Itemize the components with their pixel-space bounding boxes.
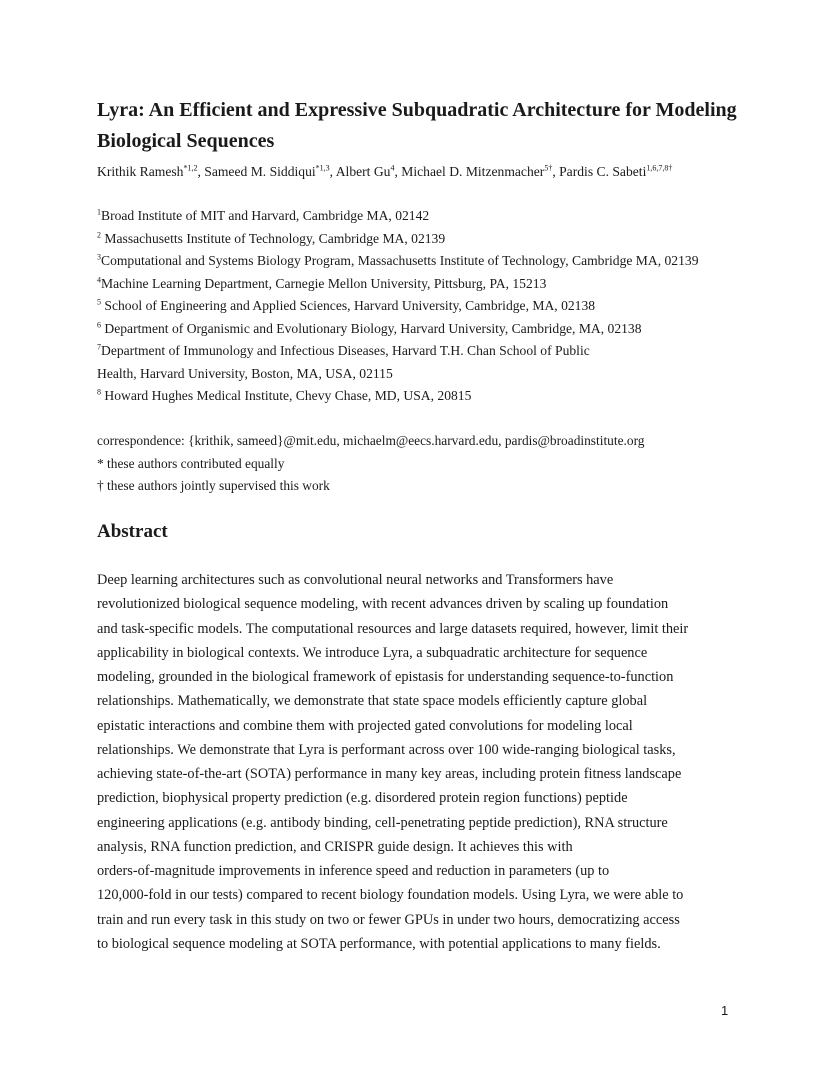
- affiliation-number: 1: [97, 207, 101, 217]
- author-list: Krithik Ramesh$^{*1,2}$, Sameed M. Siddiqui$^{*1,3}$, Albert Gu$^4$, Michael D. Mitzenmacher$^{5\dagger}$, Pardis C. Sabeti$^{1,6,7,8\dagger}$: [97, 163, 673, 179]
- affiliation-text: School of Engineering and Applied Sciences, Harvard University, Cambridge, MA, 02138: [104, 298, 596, 313]
- abstract-line: achieving state-of-the-art (SOTA) performance in many key areas, including protein fitness landscape: [97, 766, 682, 782]
- affiliation-item: [97, 318, 797, 341]
- author-name: Albert Gu: [335, 164, 391, 179]
- abstract-line: relationships. Mathematically, we demonstrate that state space models efficiently capture global: [97, 693, 648, 710]
- joint-supervision-note: † these authors jointly supervised this work: [97, 478, 330, 493]
- affiliation-number: 3: [97, 252, 101, 262]
- abstract-line: Deep learning architectures such as convolutional neural networks and Transformers have: [97, 572, 614, 588]
- affiliation-text: Machine Learning Department, Carnegie Mellon University, Pittsburg, PA, 15213: [101, 275, 547, 291]
- paper-title: Lyra: An Efficient and Expressive Subquadratic Architecture for Modeling Biological Sequences: [97, 99, 737, 152]
- abstract-line: 120,000-fold in our tests) compared to recent biology foundation models. Using Lyra, we were able to: [97, 887, 684, 904]
- affiliation-text: Department of Organismic and Evolutionary Biology, Harvard University, Cambridge, MA, 02138: [104, 320, 642, 336]
- affiliation-number: 7: [97, 342, 101, 352]
- author-affiliation-marker: 5†: [544, 163, 553, 173]
- affiliation-number: 5: [97, 297, 101, 307]
- affiliation-number: 8: [97, 387, 101, 397]
- abstract-line: relationships. We demonstrate that Lyra is performant across over 100 wide-ranging biological tasks,: [97, 741, 676, 758]
- author-notes: [97, 430, 797, 498]
- abstract-line: train and run every task in this study on two or fewer GPUs in under two hours, democratizing access: [97, 911, 680, 928]
- affiliation-text: Computational and Systems Biology Program, Massachusetts Institute of Technology, Cambridge MA, 02139: [101, 253, 699, 268]
- author-affiliation-marker: 1,6,7,8†: [646, 163, 673, 173]
- abstract-line: engineering applications (e.g. antibody binding, cell-penetrating peptide prediction), RNA structure: [97, 814, 668, 831]
- affiliation-text: Massachusetts Institute of Technology, Cambridge MA, 02139: [104, 230, 446, 246]
- affiliation-item: [97, 273, 797, 296]
- abstract-line: and task-specific models. The computational resources and large datasets required, however, limit their: [97, 620, 689, 637]
- abstract-line: applicability in biological contexts. We introduce Lyra, a subquadratic architecture for sequence: [97, 644, 648, 661]
- affiliation-number: 4: [97, 274, 101, 284]
- abstract-line: to biological sequence modeling at SOTA performance, with potential applications to many fields.: [97, 935, 661, 952]
- author-name: Pardis C. Sabeti: [559, 164, 647, 179]
- page-number: 1: [721, 1003, 729, 1018]
- affiliation-number: 6: [97, 319, 101, 329]
- abstract-line: modeling, grounded in the biological framework of epistasis for understanding sequence-to-function: [97, 669, 674, 685]
- abstract-line: revolutionized biological sequence modeling, with recent advances driven by scaling up foundation: [97, 596, 669, 613]
- abstract-line: epistatic interactions and combine them with projected gated convolutions for modeling local: [97, 717, 633, 734]
- affiliation-item: [97, 340, 797, 363]
- affiliation-item: [97, 205, 797, 228]
- abstract-line: orders-of-magnitude improvements in inference speed and reduction in parameters (up to: [97, 863, 610, 879]
- affiliation-list: [97, 205, 797, 408]
- affiliation-item: [97, 385, 797, 408]
- affiliation-text: Health, Harvard University, Boston, MA, USA, 02115: [97, 365, 393, 381]
- abstract-heading: Abstract: [97, 521, 168, 542]
- affiliation-text: Department of Immunology and Infectious Diseases, Harvard T.H. Chan School of Public: [101, 343, 590, 358]
- affiliation-text: Broad Institute of MIT and Harvard, Cambridge MA, 02142: [101, 208, 430, 223]
- author-affiliation-marker: 4: [390, 163, 395, 173]
- author-name: Sameed M. Siddiqui: [204, 164, 316, 179]
- affiliation-item: [97, 228, 797, 251]
- abstract-line: prediction, biophysical property prediction (e.g. disordered protein region functions) peptide: [97, 790, 628, 807]
- author-name: Krithik Ramesh: [97, 164, 184, 179]
- author-affiliation-marker: *1,2: [183, 163, 198, 173]
- correspondence-line: correspondence: {krithik, sameed}@mit.edu, michaelm@eecs.harvard.edu, pardis@broadinstitute.org: [97, 433, 645, 448]
- abstract-line: analysis, RNA function prediction, and CRISPR guide design. It achieves this with: [97, 838, 573, 855]
- affiliation-item: [97, 250, 797, 273]
- abstract-body: [97, 568, 737, 956]
- author-affiliation-marker: *1,3: [315, 163, 330, 173]
- affiliation-item: [97, 295, 797, 318]
- affiliation-item: [97, 363, 797, 386]
- affiliation-text: Howard Hughes Medical Institute, Chevy Chase, MD, USA, 20815: [104, 388, 472, 403]
- equal-contribution-note: * these authors contributed equally: [97, 455, 285, 471]
- affiliation-number: 2: [97, 229, 101, 239]
- author-name: Michael D. Mitzenmacher: [401, 164, 545, 179]
